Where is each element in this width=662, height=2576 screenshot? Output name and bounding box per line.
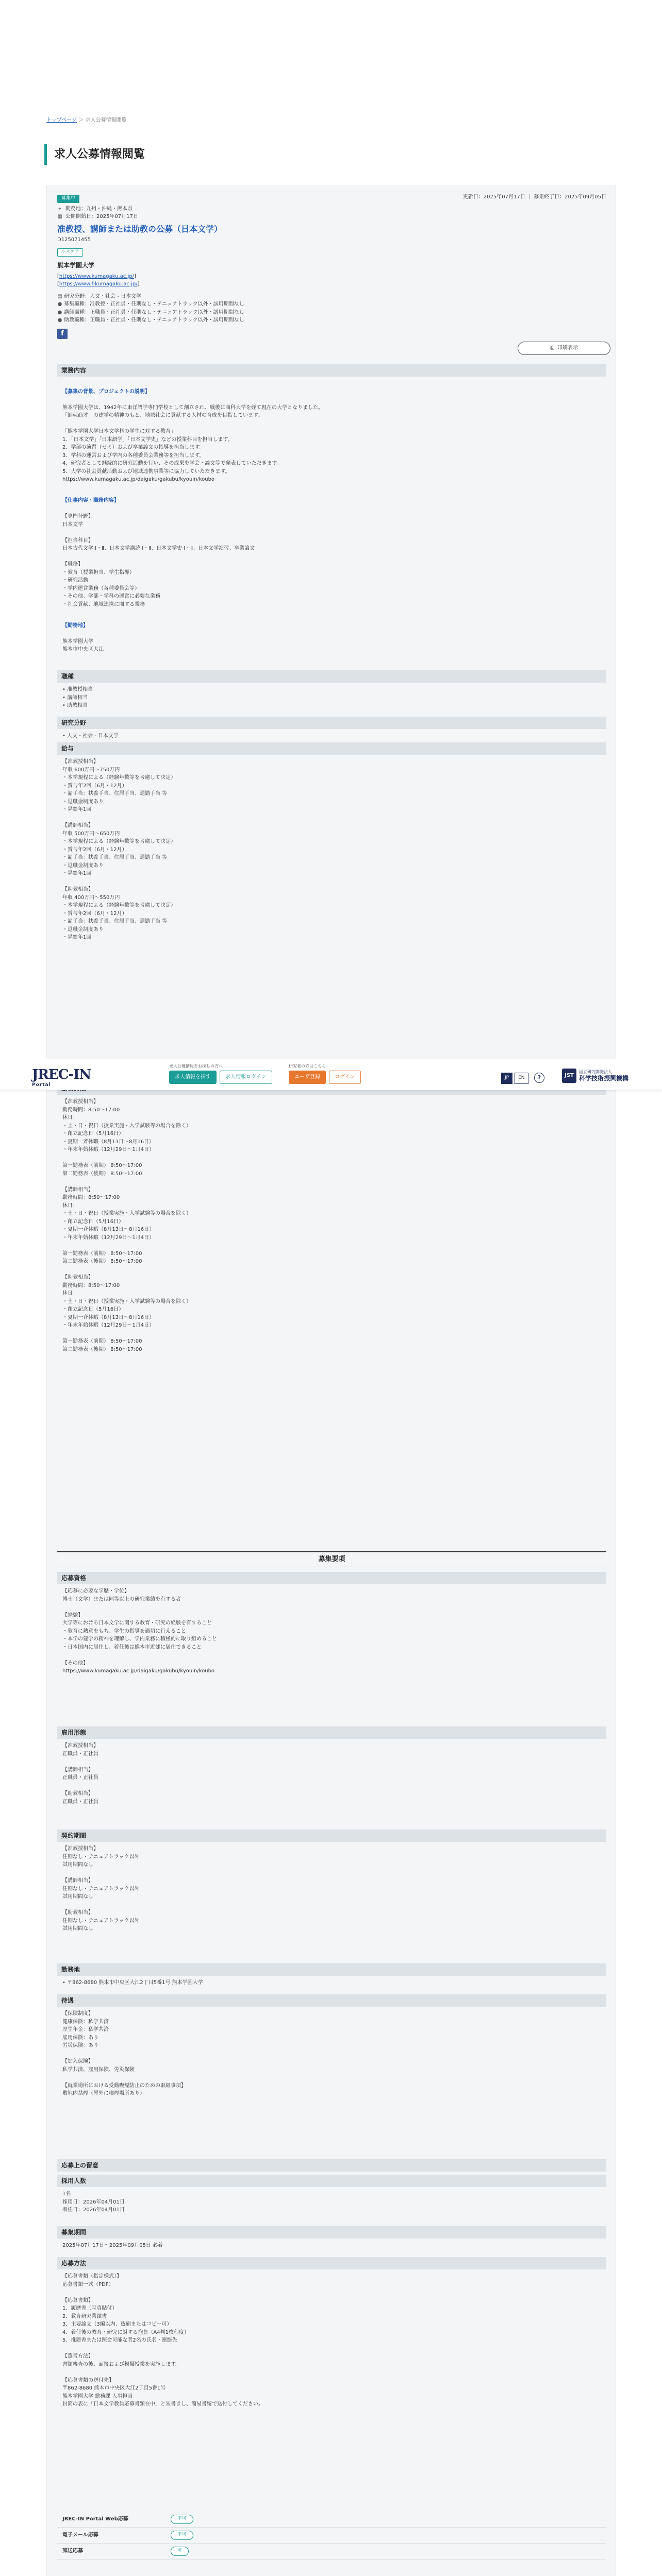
- apply-method-label: 郵送応募: [57, 2543, 166, 2559]
- section-period: [57, 2226, 606, 2253]
- jrec-in-logo[interactable]: [32, 1064, 99, 1088]
- section-apply-body: 【応募書類（指定様式）】 応募書類一式（PDF） 【応募書類】 1．履歴書（写真貼付） 2．教育研究業績書 3．主要論文（3編以内、抜刷またはコピー可） 4．着任後の教育・研究に対する抱負（A4判1枚程度） 5．推薦書または照会可能な者2名の氏名・連絡先 【選考方法】 書類審査の後、面接および模擬授業を実施します。 【応募書類の送付先】 〒862-8680 熊本市中央区大江2丁目5番1号 熊本学園大学 総務課 人事担当 封筒の表に「日本文学教員応募書類在中」と朱書きし、簡易書留で送付してください。: [62, 2274, 263, 2407]
- section-count-title: 採用人数: [57, 2175, 606, 2187]
- section-recruit-title: 募集要項: [57, 1551, 606, 1567]
- description-text1: 熊本学園大学は、1942年に東洋語学専門学校として創立され、戦後に商科大学を経て現在の大学となりました。 「師魂商才」の建学の精神のもと、地域社会に貢献する人材の育成を目指しています。 「熊本学園大学日本文学科の学生に対する教育」 1．「日本文学」「日本語学」「日本文学史」などの授業科目を担当します。 2．学部の演習（ゼミ）および卒業論文の指導を担当します。 3．学科の運営および学内の各種委員会業務等を担当します。 4．研究者として継続的に研究活動を行い、その成果を学会・論文等で発表していただきます。 5．大学の社会貢献活動および地域連携事業等に協力していただきます。 https://www.kumagaku.ac.jp/daigaku/gakubu/kyouin/koubo: [62, 404, 324, 482]
- apply-method-button[interactable]: 不可: [171, 2515, 193, 2524]
- location-icon: ⌖: [58, 206, 61, 212]
- section-start-title: 応募上の留意: [57, 2159, 606, 2172]
- field-item-position-2: ● 講師職種：正職員・正社員・任期なし・テニュアトラック以外・試用期間なし: [57, 309, 606, 317]
- breadcrumb-current: 求人公募情報閲覧: [85, 117, 127, 123]
- description-sub1: 【募集の背景、プロジェクトの説明】: [62, 388, 150, 395]
- section-salary-body: 【准教授相当】 年収 600万円～750万円 ・本学規程による（経験年数等を考慮して決定） ・賞与年2回（6月・12月） ・諸手当：扶養手当、住居手当、通勤手当 等 ・退職金制度あり ・昇給年1回 【講師相当】 年収 500万円～650万円 ・本学規程による（経験年数等を考慮して決定） ・賞与年2回（6月・12月） ・諸手当：扶養手当、住居手当、通勤手当 等 ・退職金制度あり ・昇給年1回 【助教相当】 年収 400万円～550万円 ・本学規程による（経験年数等を考慮して決定） ・賞与年2回（6月・12月） ・諸手当：扶養手当、住居手当、通勤手当 等 ・退職金制度あり ・昇給年1回: [62, 759, 176, 940]
- jst-mark: JST: [562, 1069, 576, 1083]
- section-field-title: 研究分野: [57, 717, 606, 729]
- section-salary-title: 給与: [57, 742, 606, 755]
- section-contract-title: 契約期間: [57, 1829, 606, 1842]
- facebook-share-icon[interactable]: f: [57, 329, 68, 339]
- section-recruit: [57, 1551, 606, 1567]
- section-description: [57, 364, 606, 675]
- section-qualification-title: 応募資格: [57, 1572, 606, 1584]
- section-period-title: 募集期間: [57, 2226, 606, 2239]
- header-caption-search: 求人公募情報をお探しの方へ: [169, 1064, 223, 1069]
- language-switch: [501, 1073, 528, 1084]
- section-position-body: [57, 683, 606, 713]
- person-icon: ●: [57, 317, 62, 324]
- updated-date: 更新日：2025年07月17日: [462, 194, 525, 200]
- book-icon: ▤: [57, 293, 62, 299]
- section-period-body: 2025年07月17日～2025年09月05日 必着: [62, 2243, 163, 2248]
- region-text: 勤務地：九州・沖縄・熊本県: [65, 206, 133, 212]
- section-position-title: 職種: [57, 670, 606, 683]
- job-title: 准教授、講師または助教の公募（日本文学）: [57, 224, 223, 234]
- jst-text: [579, 1070, 628, 1082]
- section-employment-body: 【准教授相当】 正職員・正社員 【講師相当】 正職員・正社員 【助教相当】 正職員・正社員: [62, 1743, 98, 1805]
- job-dates: 更新日：2025年07月17日 ｜ 募集終了日：2025年09月05日: [462, 194, 606, 200]
- description-text3: 熊本学園大学 熊本市中央区大江: [62, 638, 104, 652]
- org-link-2[interactable]: https://www.f-kumagaku.ac.jp/: [59, 281, 138, 287]
- apply-method-table: [57, 2512, 606, 2560]
- posted-text: 公開開始日：2025年07月17日: [65, 214, 138, 220]
- description-sub3: 【勤務地】: [62, 622, 88, 629]
- section-count-body: 1名 採用日：2026年04月01日 着任日：2026年04月01日: [62, 2191, 125, 2213]
- position-item: • 講師相当: [62, 694, 88, 701]
- region-line: [57, 205, 606, 213]
- lang-ja-button[interactable]: JP: [501, 1073, 512, 1084]
- position-item: • 准教授相当: [62, 687, 93, 692]
- section-contract-body: 【准教授相当】 任期なし・テニュアトラック以外 試用期間なし 【講師相当】 任期なし・テニュアトラック以外 試用期間なし 【助教相当】 任期なし・テニュアトラック以外 試用期間なし: [62, 1846, 140, 1931]
- section-salary: [57, 742, 606, 1043]
- section-qualification-body: 【応募に必要な学歴・学位】 博士（文学）または同等以上の研究業績を有する者 【経験】 大学等における日本文学に関する教育・研究の経験を有すること ・教育に熱意をもち、学生の指導を適切に行えること ・本学の建学の精神を理解し、学内業務に積極的に取り組めること ・日本国内に居住し、着任後は熊本市近郊に居住できること 【その他】 https://www.kumagaku.ac.jp/daigaku/gakubu/kyouin/koubo: [62, 1588, 217, 1674]
- jst-logo[interactable]: [562, 1069, 628, 1083]
- person-icon: ●: [57, 301, 62, 308]
- register-button[interactable]: ユーザ登録: [289, 1071, 326, 1084]
- printer-icon: ⎙: [550, 345, 554, 351]
- header-search-group: [169, 1071, 272, 1084]
- section-treatment: [57, 1994, 606, 2161]
- person-icon: ●: [57, 309, 62, 315]
- header-researcher-group: [289, 1071, 361, 1084]
- section-place-title: 勤務地: [57, 1963, 606, 1976]
- site-header: [0, 1059, 662, 1090]
- status-badge: 募集中: [57, 195, 79, 203]
- field-item: • 人文・社会 - 日本文学: [62, 733, 119, 739]
- table-row: [57, 2543, 606, 2559]
- section-apply-title: 応募方法: [57, 2257, 606, 2269]
- table-row: [57, 2512, 606, 2527]
- print-button-label: 印刷表示: [557, 345, 578, 351]
- apply-method-label: JREC-IN Portal Web応募: [57, 2512, 166, 2527]
- header-caption-researcher: 研究者の方はこちら: [289, 1064, 326, 1069]
- section-hours: [57, 1082, 606, 1558]
- lang-en-button[interactable]: EN: [515, 1073, 528, 1084]
- description-sub2: 【仕事内容・職務内容】: [62, 498, 119, 503]
- section-treatment-body: 【保険制度】 健康保険：私学共済 厚生年金：私学共済 雇用保険：あり 労災保険：あり 【加入保険】 私学共済、雇用保険、労災保険 【就業場所における受動喫煙防止のための取組事項】 敷地内禁煙（屋外に喫煙場所あり）: [62, 2011, 186, 2096]
- login-button[interactable]: ログイン: [329, 1071, 361, 1084]
- find-jobs-button[interactable]: 求人情報を探す: [169, 1071, 217, 1084]
- recruiter-login-button[interactable]: 求人情報ログイン: [220, 1071, 272, 1084]
- position-item: • 助教相当: [62, 703, 88, 708]
- job-tag: ルスケア: [57, 248, 83, 257]
- jst-name: 科学技術振興機構: [579, 1074, 629, 1082]
- section-position: [57, 670, 606, 713]
- place-item: • 〒862-8680 熊本市中央区大江2丁目5番1号 熊本学園大学: [62, 1980, 203, 1986]
- job-detail-card: [46, 185, 616, 2576]
- section-qualification: [57, 1572, 606, 1728]
- calendar-icon: ▦: [57, 214, 62, 220]
- org-links: [https://www.kumagaku.ac.jp/] [https://www.f-kumagaku.ac.jp/]: [57, 273, 140, 287]
- job-summary: [57, 193, 606, 348]
- print-button[interactable]: [518, 342, 610, 355]
- apply-method-button[interactable]: 不可: [171, 2531, 193, 2540]
- section-start: [57, 2159, 606, 2172]
- field-item-research: ▤ 研究分野：人文・社会 - 日本文学: [57, 293, 606, 301]
- page-title: 求人公募情報閲覧: [44, 144, 618, 165]
- org-name: 熊本学園大学: [57, 262, 95, 269]
- deadline-date: 募集終了日：2025年09月05日: [534, 194, 606, 200]
- section-place-body: [57, 1976, 606, 1990]
- jst-small: 国立研究開発法人: [579, 1070, 612, 1074]
- apply-method-button[interactable]: 可: [171, 2547, 189, 2556]
- section-place: [57, 1963, 606, 1990]
- section-employment: [57, 1726, 606, 1832]
- section-hours-body: 【准教授相当】 勤務時間：8:50～17:00 休日： ・土・日・祝日（授業実施・入学試験等の場合を除く） ・創立記念日（5月16日） ・夏期一斉休暇（8月13日～8月16日） ・年末年始休暇（12月29日～1月4日） 第一勤務表（前期） 8:50～17:00 第二勤務表（後期） 8:50～17:00 【講師相当】 勤務時間：8:50～17:00 休日： ・土・日・祝日（授業実施・入学試験等の場合を除く） ・創立記念日（5月16日） ・夏期一斉休暇（8月13日～8月16日） ・年末年始休暇（12月29日～1月4日） 第一勤務表（前期） 8:50～17:00 第二勤務表（後期） 8:50～17:00 【助教相当】 勤務時間：8:50～17:00 休日： ・土・日・祝日（授業実施・入学試験等の場合を除く） ・創立記念日（5月16日） ・夏期一斉休暇（8月13日～8月16日） ・年末年始休暇（12月29日～1月4日） 第一勤務表（前期） 8:50～17:00 第二勤務表（後期） 8:50～17:00: [62, 1099, 191, 1352]
- org-link-1[interactable]: https://www.kumagaku.ac.jp/: [59, 273, 135, 279]
- section-employment-title: 雇用形態: [57, 1726, 606, 1739]
- section-field: [57, 717, 606, 743]
- section-contract: [57, 1829, 606, 1965]
- section-count: [57, 2175, 606, 2217]
- table-row: [57, 2527, 606, 2543]
- field-list: [57, 293, 606, 325]
- posted-line: [57, 213, 606, 221]
- logo-subtext: Portal: [32, 1082, 51, 1088]
- job-id: D125071455: [57, 236, 91, 243]
- help-icon[interactable]: ?: [534, 1073, 544, 1083]
- section-field-body: [57, 729, 606, 743]
- section-description-title: 業務内容: [57, 364, 606, 377]
- section-apply: [57, 2257, 606, 2560]
- breadcrumb-separator: ＞: [78, 117, 84, 123]
- field-item-position-1: ● 募集職種：准教授・正社員・任期なし・テニュアトラック以外・試用期間なし: [57, 300, 606, 309]
- apply-method-label: 電子メール応募: [57, 2527, 166, 2543]
- breadcrumb-home-link[interactable]: トップページ: [46, 117, 77, 123]
- section-treatment-title: 待遇: [57, 1994, 606, 2007]
- field-item-position-3: ● 助教職種：正職員・正社員・任期なし・テニュアトラック以外・試用期間なし: [57, 316, 606, 325]
- description-text2: 【専門分野】 日本文学 【担当科目】 日本古代文学 Ⅰ・Ⅱ、日本文学講読 Ⅰ・Ⅱ、日本文学史 Ⅰ・Ⅱ、日本文学演習、卒業論文 【職務】 ・教育（授業担当、学生指導） ・研究活動 ・学内運営業務（各種委員会等） ・その他、学部・学科の運営に必要な業務 ・社会貢献、地域連携に関する業務: [62, 514, 255, 607]
- breadcrumb: [46, 116, 126, 125]
- section-description-body: [57, 377, 606, 675]
- logo-text: JREC-IN: [32, 1067, 91, 1082]
